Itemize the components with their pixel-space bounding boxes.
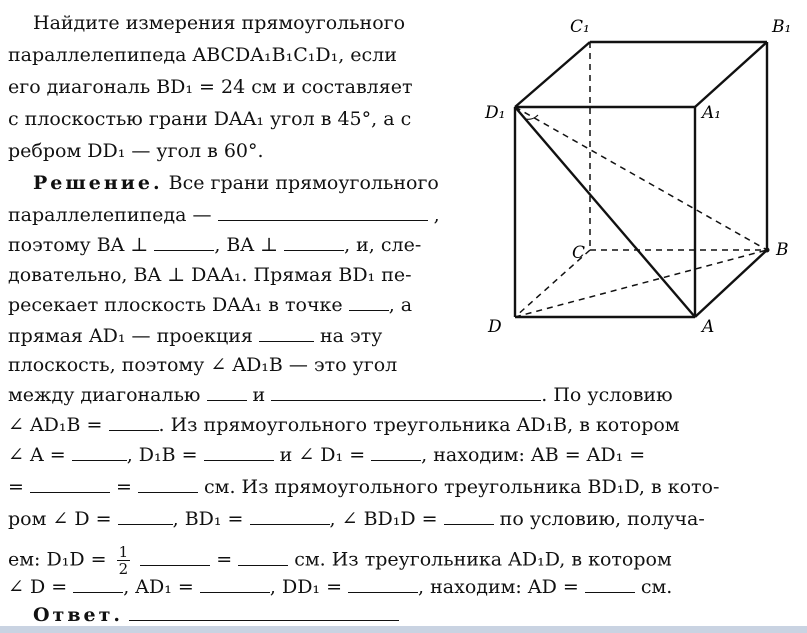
solution-text: , и, сле- xyxy=(344,234,422,256)
solution-line-8 xyxy=(8,384,673,406)
solution-text: . Из прямоугольного треугольника AD₁B, в котором xyxy=(158,414,680,436)
answer-blank[interactable] xyxy=(348,578,418,593)
answer-blank[interactable] xyxy=(284,236,344,251)
label-c1: C₁ xyxy=(570,17,590,37)
problem-line-3: его диагональ BD₁ = 24 см и составляет xyxy=(8,76,413,98)
hidden-edges xyxy=(515,42,767,317)
diagonal-d-b xyxy=(515,250,767,317)
label-b: B xyxy=(776,240,789,260)
answer-blank[interactable] xyxy=(371,446,421,461)
solution-line-9 xyxy=(8,414,680,436)
solution-text: на эту xyxy=(319,325,383,347)
bottom-bar xyxy=(0,626,807,633)
solution-text: и xyxy=(252,384,266,406)
problem-line-5: ребром DD₁ — угол в 60°. xyxy=(8,140,264,162)
fraction-numerator: 1 xyxy=(118,543,129,561)
solution-line-7: плоскость, поэтому ∠ AD₁B — это угол xyxy=(8,354,398,376)
solution-text: , D₁B = xyxy=(126,444,198,466)
solution-text: , DD₁ = xyxy=(269,576,342,598)
solid-edges xyxy=(515,42,767,317)
solution-line-11 xyxy=(8,476,719,498)
solution-text: по условию, получа- xyxy=(499,508,705,530)
fraction-one-half xyxy=(117,544,131,577)
label-d1: D₁ xyxy=(485,103,506,123)
answer-blank[interactable] xyxy=(444,510,494,525)
answer-blank[interactable] xyxy=(154,236,214,251)
label-b1: B₁ xyxy=(772,17,792,37)
fraction-denominator: 2 xyxy=(118,560,129,578)
problem-line-4: с плоскостью грани DAA₁ угол в 45°, а с xyxy=(8,108,412,130)
solution-line-5 xyxy=(8,294,412,316)
answer-blank[interactable] xyxy=(118,510,173,525)
answer-blank[interactable] xyxy=(73,578,123,593)
label-a1: A₁ xyxy=(702,103,722,123)
solution-text: прямая AD₁ — проекция xyxy=(8,325,253,347)
solution-text: ∠ A = xyxy=(8,444,66,466)
answer-blank[interactable] xyxy=(200,578,270,593)
label-a: A xyxy=(702,317,715,337)
solution-text: см. Из треугольника AD₁D, в котором xyxy=(294,548,672,571)
solution-text: , BD₁ = xyxy=(172,508,244,530)
answer-blank[interactable] xyxy=(207,386,247,401)
answer-line xyxy=(33,604,399,626)
solution-line-10 xyxy=(8,444,645,466)
solution-title: Решение. xyxy=(33,172,163,194)
problem-line-1: Найдите измерения прямоугольного xyxy=(33,12,406,34)
solution-text: и ∠ D₁ = xyxy=(279,444,366,466)
solution-text: Все грани прямоугольного xyxy=(168,172,439,194)
solution-text: ∠ AD₁B = xyxy=(8,414,103,436)
solution-text: = xyxy=(8,476,24,498)
answer-blank[interactable] xyxy=(138,478,198,493)
answer-blank[interactable] xyxy=(238,551,288,566)
solution-text: поэтому BA ⊥ xyxy=(8,234,149,256)
solution-text: ем: D₁D = xyxy=(8,548,107,571)
diagonal-d1-b xyxy=(515,107,767,250)
answer-blank[interactable] xyxy=(140,551,210,566)
answer-blank[interactable] xyxy=(259,327,314,342)
answer-blank[interactable] xyxy=(204,446,274,461)
edge-d1-c1 xyxy=(515,42,590,107)
solution-line-4: довательно, BA ⊥ DAA₁. Прямая BD₁ пе- xyxy=(8,264,412,286)
answer-blank[interactable] xyxy=(72,446,127,461)
solution-text: , ∠ BD₁D = xyxy=(329,508,438,530)
answer-blank[interactable] xyxy=(218,206,428,221)
solution-text: , BA ⊥ xyxy=(214,234,279,256)
solution-text: ром ∠ D = xyxy=(8,508,112,530)
solution-text: ресекает плоскость DAA₁ в точке xyxy=(8,294,343,316)
label-c: C xyxy=(572,243,586,263)
solution-line-13 xyxy=(8,544,672,577)
answer-blank[interactable] xyxy=(585,578,635,593)
solution-text: . По условию xyxy=(541,384,673,406)
answer-blank[interactable] xyxy=(109,416,159,431)
solution-text: = xyxy=(116,476,132,498)
solution-line-2: параллелепипеда — , xyxy=(8,204,440,226)
edge-b1-a1 xyxy=(695,42,767,107)
solution-text: , находим: AB = AD₁ = xyxy=(421,444,646,466)
answer-blank[interactable] xyxy=(250,510,330,525)
solution-line-3 xyxy=(8,234,421,256)
solution-text: между диагональю xyxy=(8,384,201,406)
solution-text: см. Из прямоугольного треугольника BD₁D, в кото- xyxy=(204,476,720,498)
solution-line-12 xyxy=(8,508,705,530)
solution-text: , а xyxy=(388,294,413,316)
problem-line-2: параллелепипеда ABCDA₁B₁C₁D₁, если xyxy=(8,44,397,66)
solution-line-1 xyxy=(33,172,439,194)
label-d: D xyxy=(488,317,502,337)
diagonal-d1-a xyxy=(515,107,695,317)
solution-text: , AD₁ = xyxy=(123,576,194,598)
parallelepiped-figure xyxy=(470,0,807,340)
solution-line-6 xyxy=(8,325,382,347)
answer-blank[interactable] xyxy=(271,386,541,401)
solution-text: см. xyxy=(640,576,673,598)
solution-line-14 xyxy=(8,576,672,598)
point-b xyxy=(765,248,770,253)
solution-text: , находим: AD = xyxy=(418,576,579,598)
answer-blank[interactable] xyxy=(349,296,389,311)
solution-text: ∠ D = xyxy=(8,576,68,598)
answer-label: Ответ. xyxy=(33,604,124,626)
solution-text: параллелепипеда — xyxy=(8,204,212,226)
answer-blank[interactable] xyxy=(30,478,110,493)
answer-blank[interactable] xyxy=(129,606,399,621)
solution-text: = xyxy=(216,548,233,571)
